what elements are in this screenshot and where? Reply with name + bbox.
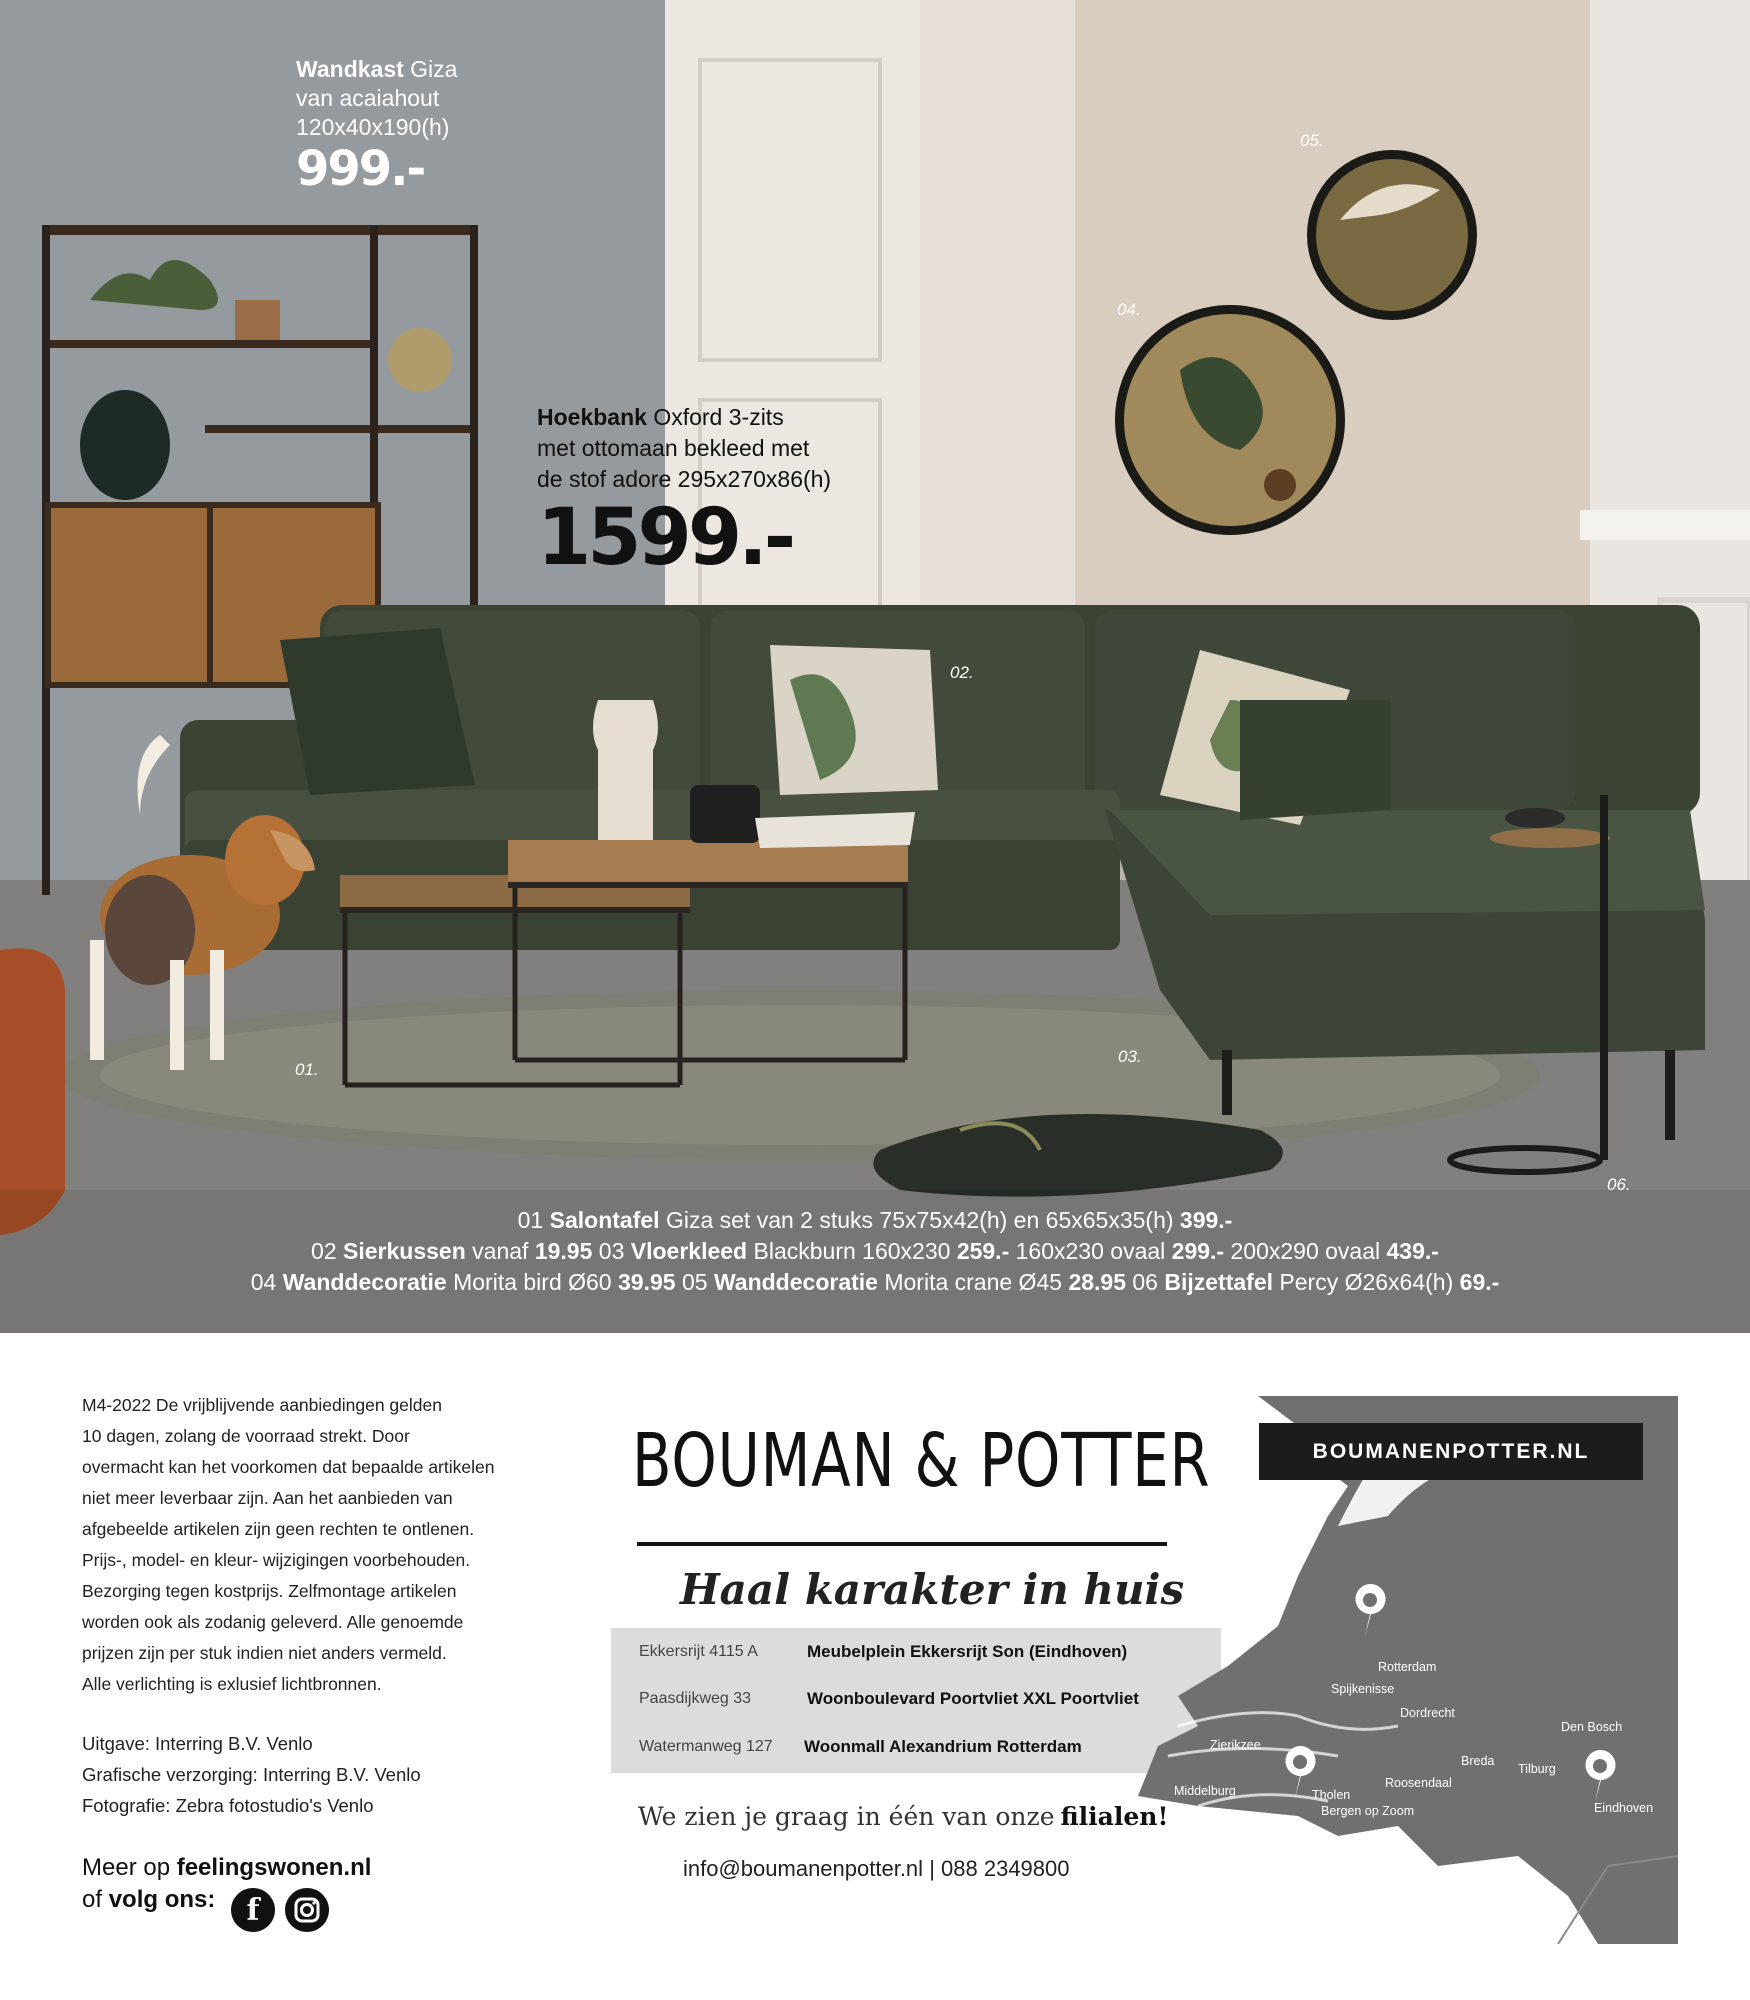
disclaimer-line: niet meer leverbaar zijn. Aan het aanbieden van <box>82 1488 453 1508</box>
follow-label: volg ons: <box>108 1886 216 1913</box>
disclaimer-text <box>82 1390 552 1700</box>
brand-logo: BOUMAN & POTTER <box>632 1418 1211 1504</box>
website-banner[interactable]: BOUMANENPOTTER.NL <box>1259 1423 1643 1480</box>
cta-text-bold: filialen! <box>1060 1802 1169 1831</box>
store-row <box>611 1680 1221 1720</box>
credit-line: Uitgave: Interring B.V. Venlo <box>82 1733 313 1754</box>
cta-text-regular: We zien je graag in één van onze <box>638 1802 1055 1831</box>
wandkast-price: 999.- <box>296 141 425 197</box>
caption-product-name: Bijzettafel <box>1164 1269 1274 1295</box>
wandkast-price-block <box>296 55 636 197</box>
caption-number: 02 <box>311 1238 337 1264</box>
hoekbank-title <box>537 402 957 433</box>
phone-number[interactable]: 088 2349800 <box>941 1856 1070 1881</box>
disclaimer-line: afgebeelde artikelen zijn geen rechten te ontlenen. <box>82 1519 475 1539</box>
wandkast-desc-3: 120x40x190(h) <box>296 114 450 140</box>
caption-price: 399.- <box>1179 1207 1233 1233</box>
credits <box>82 1728 552 1821</box>
map-city: Rotterdam <box>1378 1660 1437 1674</box>
caption-product-name: Salontafel <box>549 1207 660 1233</box>
label-04: 04. <box>1117 300 1141 319</box>
caption-product-desc: Blackburn 160x230 <box>753 1238 951 1264</box>
caption-product-name: Wanddecoratie <box>713 1269 878 1295</box>
more-prefix: Meer op <box>82 1854 171 1881</box>
hoekbank-name: Hoekbank <box>537 404 647 430</box>
map-city: Antwerpen <box>1396 1866 1456 1880</box>
caption-product-name: Wanddecoratie <box>282 1269 447 1295</box>
brand-divider <box>637 1542 1167 1546</box>
caption-product-name: Vloerkleed <box>630 1238 748 1264</box>
caption-number: 03 <box>598 1238 625 1264</box>
map-city: Breda <box>1461 1754 1495 1768</box>
label-03: 03. <box>1118 1047 1142 1066</box>
wandkast-name: Wandkast <box>296 56 404 82</box>
store-address: Watermanweg 127 <box>639 1738 773 1755</box>
caption-product-desc: 160x230 ovaal <box>1015 1238 1166 1264</box>
wandkast-desc-1: Giza <box>410 56 458 82</box>
map-city: Zierikzee <box>1210 1738 1261 1752</box>
caption-product-desc: 200x290 ovaal <box>1230 1238 1381 1264</box>
hoekbank-desc-3: de stof adore 295x270x86(h) <box>537 466 832 492</box>
caption-product-desc: Morita crane Ø45 <box>884 1269 1063 1295</box>
caption-price: 39.95 <box>618 1269 676 1295</box>
website-link[interactable]: feelingswonen.nl <box>176 1854 372 1881</box>
caption-number: 01 <box>517 1207 544 1233</box>
hoekbank-desc-2: met ottomaan bekleed met <box>537 435 810 461</box>
follow-prefix: of <box>82 1886 103 1913</box>
hoekbank-price: 1599.- <box>537 493 793 583</box>
instagram-icon[interactable] <box>285 1888 329 1932</box>
label-02: 02. <box>950 663 974 682</box>
map-city: Tilburg <box>1518 1762 1556 1776</box>
caption-product-desc: Giza set van 2 stuks 75x75x42(h) en 65x65x35(h) <box>665 1207 1174 1233</box>
disclaimer-line: overmacht kan het voorkomen dat bepaalde artikelen <box>82 1457 495 1477</box>
caption-price: 259.- <box>956 1238 1010 1264</box>
store-address: Ekkersrijt 4115 A <box>639 1643 758 1660</box>
store-name: Meubelplein Ekkersrijt Son (Eindhoven) <box>807 1642 1128 1661</box>
contact-line <box>683 1856 1070 1882</box>
store-address: Paasdijkweg 33 <box>639 1690 752 1707</box>
store-name: Woonboulevard Poortvliet XXL Poortvliet <box>807 1689 1139 1708</box>
caption-line-1 <box>0 1205 1750 1236</box>
caption-price: 439.- <box>1386 1238 1439 1264</box>
map-city: Dordrecht <box>1400 1706 1455 1720</box>
facebook-icon[interactable]: f <box>231 1888 275 1932</box>
caption-line-2 <box>0 1236 1750 1267</box>
caption-number: 05 <box>681 1269 708 1295</box>
wandkast-title <box>296 55 636 84</box>
caption-product-desc: Morita bird Ø60 <box>453 1269 612 1295</box>
caption-number: 04 <box>250 1269 277 1295</box>
map-city: Vlissingen <box>1184 1816 1241 1830</box>
store-list <box>611 1628 1221 1773</box>
credit-line: Fotografie: Zebra fotostudio's Venlo <box>82 1795 374 1816</box>
caption-line-3 <box>0 1267 1750 1298</box>
disclaimer-line: Bezorging tegen kostprijs. Zelfmontage artikelen <box>82 1581 457 1601</box>
store-row <box>611 1633 1221 1673</box>
caption-product-desc: Percy Ø26x64(h) <box>1279 1269 1454 1295</box>
label-06: 06. <box>1607 1175 1631 1194</box>
caption-price: 299.- <box>1171 1238 1225 1264</box>
disclaimer-line: worden ook als zodanig geleverd. Alle genoemde <box>82 1612 464 1632</box>
brand-tagline: Haal karakter in huis <box>680 1565 1185 1614</box>
map-city: Roosendaal <box>1385 1776 1452 1790</box>
product-caption <box>0 1205 1750 1298</box>
contact-separator: | <box>929 1856 935 1881</box>
map-city: Bergen op Zoom <box>1321 1804 1415 1818</box>
caption-number: 06 <box>1132 1269 1158 1295</box>
map-city: Tholen <box>1312 1788 1351 1802</box>
hoekbank-price-block <box>537 402 957 583</box>
caption-price: 28.95 <box>1068 1269 1126 1295</box>
label-01: 01. <box>295 1060 319 1079</box>
map-city: Middelburg <box>1174 1784 1236 1798</box>
disclaimer-line: M4-2022 De vrijblijvende aanbiedingen gelden <box>82 1395 442 1415</box>
caption-price: 19.95 <box>534 1238 593 1264</box>
wandkast-desc-2: van acaiahout <box>296 85 440 111</box>
disclaimer-line: prijzen zijn per stuk indien niet anders vermeld. <box>82 1643 447 1663</box>
credit-line: Grafische verzorging: Interring B.V. Venlo <box>82 1764 421 1785</box>
map-city: Goes <box>1250 1810 1280 1824</box>
store-row <box>611 1728 1221 1768</box>
email-link[interactable]: info@boumanenpotter.nl <box>683 1856 924 1881</box>
disclaimer-line: Alle verlichting is exlusief lichtbronnen. <box>82 1674 382 1694</box>
caption-product-desc: vanaf <box>472 1238 529 1264</box>
disclaimer-line: Prijs-, model- en kleur- wijzigingen voorbehouden. <box>82 1550 471 1570</box>
map-city: Den Bosch <box>1561 1720 1623 1734</box>
label-05: 05. <box>1300 131 1324 150</box>
map-city: Eindhoven <box>1594 1801 1654 1815</box>
map-city: Terneuzen <box>1235 1864 1294 1878</box>
disclaimer-line: 10 dagen, zolang de voorraad strekt. Door <box>82 1426 410 1446</box>
caption-price: 69.- <box>1459 1269 1500 1295</box>
caption-product-name: Sierkussen <box>343 1238 466 1264</box>
map-city: Spijkenisse <box>1331 1682 1395 1696</box>
hoekbank-desc-1: Oxford 3-zits <box>653 404 784 430</box>
store-name: Woonmall Alexandrium Rotterdam <box>804 1737 1082 1756</box>
cta-text <box>638 1802 1168 1831</box>
